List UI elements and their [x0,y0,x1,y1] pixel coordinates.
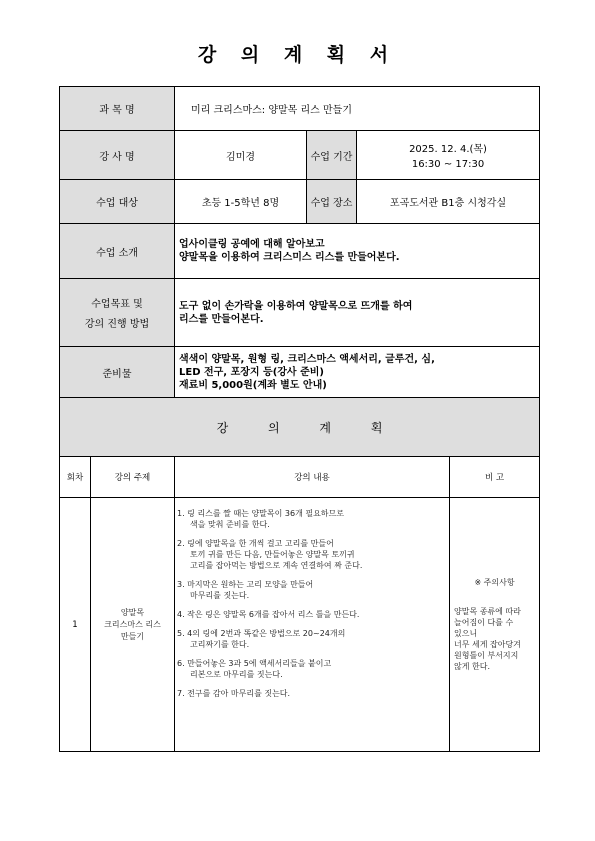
session-number: 1 [60,498,91,752]
note-line: 않게 한다. [454,662,490,671]
content-item [177,628,443,650]
prep-line: 색색이 양말목, 원형 링, 크리스마스 액세서리, 글루건, 심, [179,353,435,365]
instructor-value: 김미경 [175,131,307,180]
place-value: 포곡도서관 B1층 시청각실 [357,180,540,224]
content-item [177,579,443,601]
note-line: 양말목 종류에 따라 [454,607,521,616]
content-item [177,538,443,571]
target-label: 수업 대상 [60,180,175,224]
content-line: 6. 만들어놓은 3과 5에 액세서리들을 붙이고 [177,659,332,668]
goal-line: 리스를 만들어본다. [179,313,264,325]
topic-line: 만들기 [120,631,145,641]
goal-value [175,279,540,347]
session-topic [91,498,175,752]
plan-section-title: 강 의 계 획 [60,398,540,457]
content-line: 1. 링 리스를 짤 때는 양말목이 36개 필요하므로 [177,509,344,518]
content-line: 7. 전구를 감아 마무리를 짓는다. [177,689,291,698]
note-title: ※ 주의사항 [474,578,515,587]
content-line: 3. 마지막은 원하는 고리 모양을 만들어 [177,580,314,589]
intro-label: 수업 소개 [60,224,175,279]
note-line: 너무 세게 잡아당겨 [454,640,521,649]
session-content [175,498,450,752]
header-remarks: 비 고 [450,457,540,498]
header-content: 강의 내용 [175,457,450,498]
prep-value [175,347,540,398]
note-line: 원형틀이 부서지지 [454,651,519,660]
goal-label-line: 수업목표 및 [91,299,143,310]
content-item [177,658,443,680]
content-line: 고리를 잡아먹는 방법으로 계속 연결하여 짜 준다. [190,561,363,570]
goal-label [60,279,175,347]
header-topic: 강의 주제 [91,457,175,498]
course-label: 과 목 명 [60,87,175,131]
document-title: 강 의 계 획 서 [197,44,398,66]
intro-line: 업사이클링 공예에 대해 알아보고 [179,239,325,250]
content-line: 리본으로 마무리를 짓는다. [190,670,283,679]
period-value [357,131,540,180]
note-line: 있으니 [454,629,478,638]
intro-value [175,224,540,279]
content-line: 5. 4의 링에 2번과 똑같은 방법으로 20~24개의 [177,629,346,638]
target-value: 초등 1-5학년 8명 [175,180,307,224]
instructor-label: 강 사 명 [60,131,175,180]
topic-line: 크리스마스 리스 [104,619,161,629]
goal-label-line: 강의 진행 방법 [84,319,150,330]
topic-line: 양말목 [120,607,145,617]
prep-line: 재료비 5,000원(계좌 별도 안내) [179,379,327,391]
content-item [177,609,443,620]
content-item [177,688,443,699]
course-value: 미리 크리스마스: 양말목 리스 만들기 [175,87,540,131]
session-remarks [450,498,540,752]
lecture-plan-table [59,86,540,752]
prep-line: LED 전구, 포장지 등(강사 준비) [179,366,324,378]
content-line: 4. 작은 링은 양말목 6개를 잡아서 리스 틀을 만든다. [177,610,360,619]
period-label: 수업 기간 [307,131,357,180]
prep-label: 준비물 [60,347,175,398]
content-line: 토끼 귀를 만든 다음, 만들어놓은 양말목 토끼귀 [190,550,355,559]
period-time: 16:30 ~ 17:30 [411,159,485,170]
intro-line: 양말목을 이용하여 크리스미스 리스를 만들어본다. [179,252,400,263]
content-line: 색을 맞춰 준비를 한다. [190,520,270,529]
header-session: 회차 [60,457,91,498]
content-item [177,508,443,530]
goal-line: 도구 없이 손가락을 이용하여 양말목으로 뜨개를 하여 [179,300,413,312]
place-label: 수업 장소 [307,180,357,224]
content-line: 2. 링에 양말목을 한 개씩 걸고 고리를 만들어 [177,539,334,548]
note-line: 늘어짐이 다를 수 [454,618,514,627]
content-line: 고리짜기를 한다. [190,640,250,649]
content-line: 마무리를 짓는다. [190,591,250,600]
period-date: 2025. 12. 4.(목) [409,144,487,155]
